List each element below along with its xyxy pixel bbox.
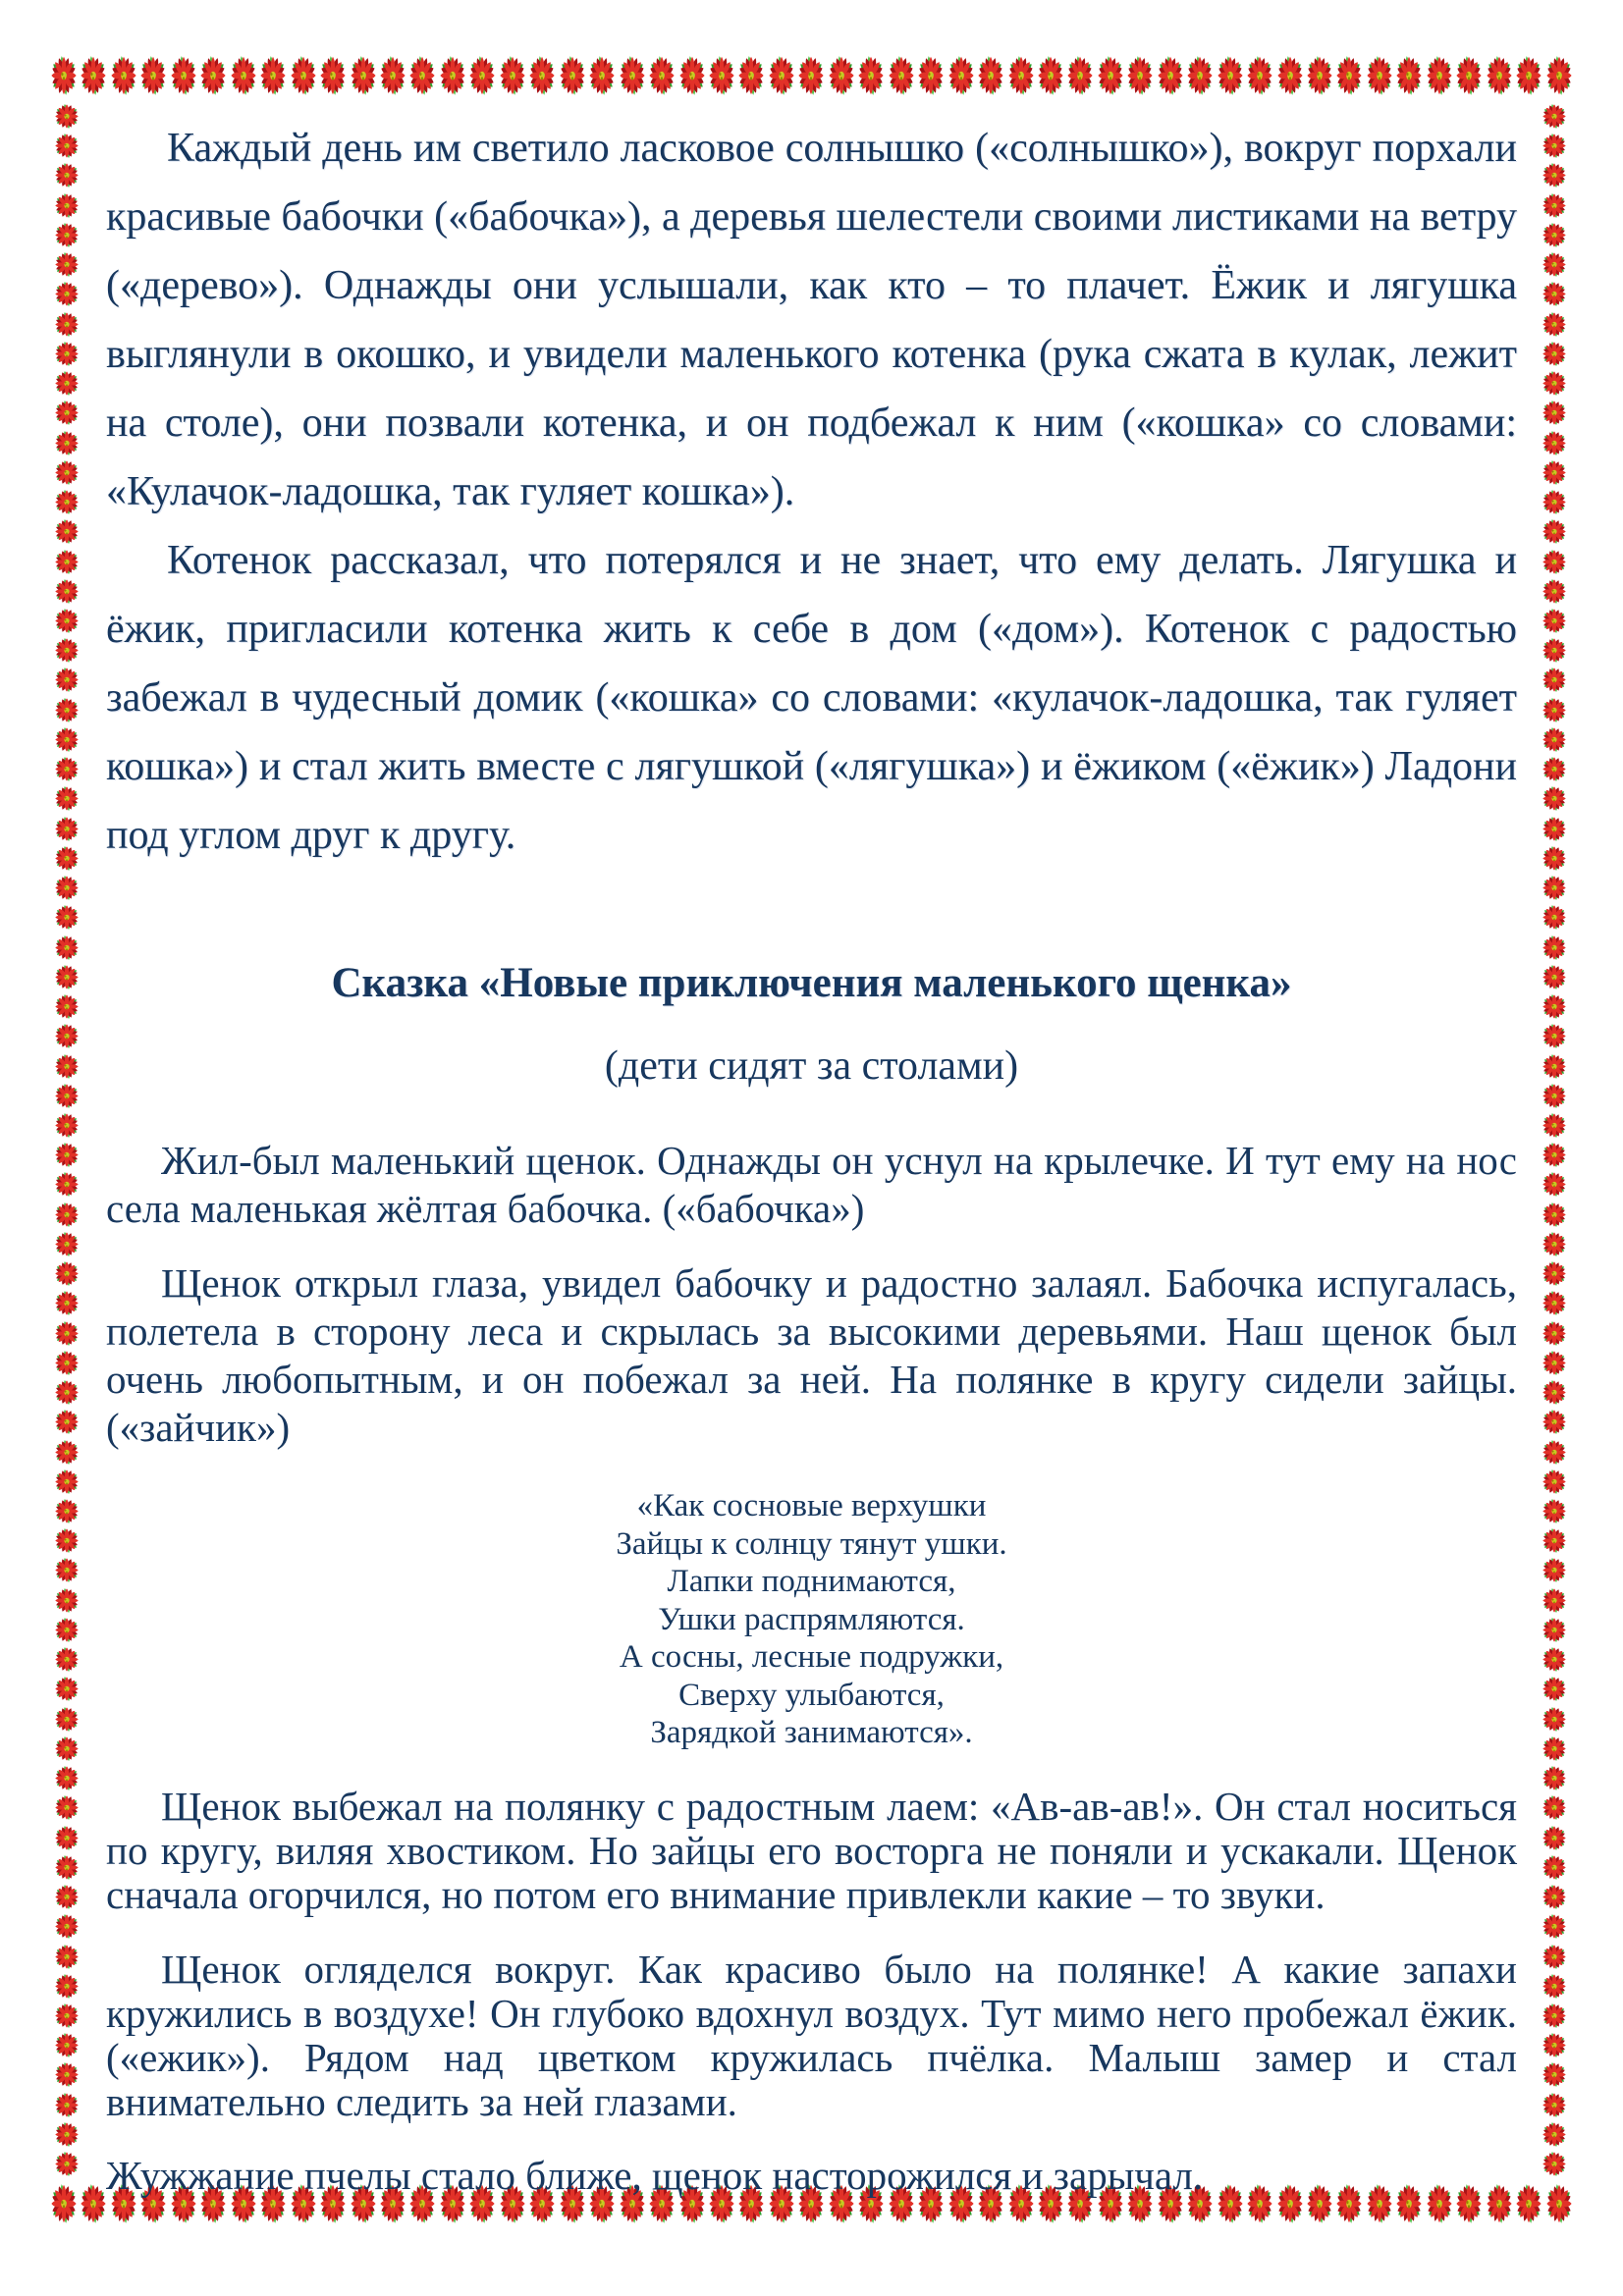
poem-line: Сверху улыбаются, [678,1677,945,1713]
poinsettia-flower-icon [1541,1586,1568,1615]
poinsettia-flower-icon [53,429,81,457]
poinsettia-flower-icon [1541,696,1568,724]
poem-bunnies [106,1487,1517,1752]
poinsettia-flower-icon [1541,1645,1568,1674]
poinsettia-flower-icon [79,2181,108,2226]
poinsettia-flower-icon [1541,607,1568,635]
document-content [106,0,1517,2198]
poem-line: А сосны, лесные подружки, [619,1639,1004,1675]
poinsettia-flower-icon [53,1141,81,1169]
poinsettia-flower-icon [1544,2181,1574,2226]
poinsettia-flower-icon [1541,102,1568,131]
poinsettia-flower-icon [1541,1853,1568,1882]
poinsettia-flower-icon [1514,53,1543,98]
poinsettia-flower-icon [1541,1497,1568,1525]
poinsettia-flower-icon [53,903,81,932]
poinsettia-flower-icon [53,1764,81,1792]
poinsettia-flower-icon [1541,1943,1568,1971]
poinsettia-flower-icon [1541,517,1568,546]
poinsettia-flower-icon [1541,2002,1568,2030]
poinsettia-flower-icon [1541,934,1568,962]
poinsettia-flower-icon [53,1082,81,1110]
poinsettia-flower-icon [53,340,81,368]
poem-line: Зайцы к солнцу тянут ушки. [616,1525,1007,1562]
poinsettia-flower-icon [53,132,81,160]
poinsettia-flower-icon [1514,2181,1543,2226]
poinsettia-flower-icon [53,1943,81,1971]
poinsettia-flower-icon [1541,725,1568,754]
poinsettia-flower-icon [53,280,81,308]
poinsettia-flower-icon [53,2120,81,2149]
paragraph-puppy-intro: Жил-был маленький щенок. Однажды он уснул на крылечке. И тут ему на нос села маленькая жёлтая бабочка. («бабочка») [106,1138,1517,1231]
poinsettia-flower-icon [53,2002,81,2030]
poinsettia-flower-icon [53,784,81,813]
poinsettia-flower-icon [53,1022,81,1050]
poinsettia-flower-icon [1541,132,1568,160]
poinsettia-flower-icon [53,2060,81,2089]
poinsettia-flower-icon [53,1705,81,1734]
poinsettia-flower-icon [1541,369,1568,398]
poinsettia-flower-icon [53,1438,81,1467]
poinsettia-flower-icon [1541,548,1568,576]
decorative-border-left [53,102,82,2179]
poinsettia-flower-icon [53,488,81,516]
poinsettia-flower-icon [1541,1111,1568,1140]
poinsettia-flower-icon [1541,1230,1568,1258]
poinsettia-flower-icon [1541,1349,1568,1377]
poinsettia-flower-icon [1541,2031,1568,2059]
poinsettia-flower-icon [1541,1170,1568,1199]
poinsettia-flower-icon [1541,221,1568,249]
poinsettia-flower-icon [1541,1972,1568,2001]
poinsettia-flower-icon [1541,1408,1568,1436]
poinsettia-flower-icon [1541,399,1568,427]
poinsettia-flower-icon [53,1912,81,1941]
poinsettia-flower-icon [53,1824,81,1852]
paragraph-sunshine: Каждый день им светило ласковое солнышко («солнышко»), вокруг порхали красивые бабочки («бабочка»), а деревья шелестели своими листиками на ветру («дерево»). Однажды они услышали, как кто – то плачет. Ёжик и лягушка выглянули в окошко, и увидели маленького котенка (рука сжата в кулак, лежит на столе), они позвали котенка, и он подбежал к ним («кошка» со словами: «Кулачок-ладошка, так гуляет кошка»). [106,126,1518,514]
poinsettia-flower-icon [53,1526,81,1555]
paragraph-buzzing: Жужжание пчелы стало ближе, щенок насторожился и зарычал. [106,2152,1204,2198]
poinsettia-flower-icon [1541,161,1568,189]
poinsettia-flower-icon [1541,2150,1568,2178]
poinsettia-flower-icon [1541,992,1568,1021]
poinsettia-flower-icon [53,844,81,873]
poinsettia-flower-icon [1541,2120,1568,2149]
story-title: Сказка «Новые приключения маленького щенка» [331,960,1292,1006]
poinsettia-flower-icon [1541,429,1568,457]
poinsettia-flower-icon [53,1735,81,1763]
poinsettia-flower-icon [1541,1556,1568,1584]
poinsettia-flower-icon [1541,250,1568,279]
poinsettia-flower-icon [1541,1764,1568,1792]
poinsettia-flower-icon [53,1289,81,1317]
poinsettia-flower-icon [1541,1438,1568,1467]
poinsettia-flower-icon [1541,1616,1568,1644]
poinsettia-flower-icon [1541,963,1568,991]
poinsettia-flower-icon [53,1201,81,1229]
poinsettia-flower-icon [53,577,81,606]
poinsettia-flower-icon [1541,1319,1568,1348]
poinsettia-flower-icon [53,2031,81,2059]
poinsettia-flower-icon [53,636,81,665]
poinsettia-flower-icon [53,102,81,131]
poinsettia-flower-icon [1541,1675,1568,1703]
poinsettia-flower-icon [53,1319,81,1348]
poinsettia-flower-icon [1541,1705,1568,1734]
poinsettia-flower-icon [1541,1201,1568,1229]
poinsettia-flower-icon [1541,310,1568,339]
poinsettia-flower-icon [53,934,81,962]
poinsettia-flower-icon [53,1853,81,1882]
poinsettia-flower-icon [1541,1141,1568,1169]
poinsettia-flower-icon [53,755,81,783]
poinsettia-flower-icon [1541,1378,1568,1407]
poem-line: Ушки распрямляются. [658,1601,965,1637]
poinsettia-flower-icon [53,161,81,189]
poinsettia-flower-icon [53,1586,81,1615]
poinsettia-flower-icon [53,1230,81,1258]
poinsettia-flower-icon [1541,903,1568,932]
poinsettia-flower-icon [53,221,81,249]
poinsettia-flower-icon [1541,2091,1568,2119]
poinsettia-flower-icon [1541,340,1568,368]
poinsettia-flower-icon [53,874,81,902]
poinsettia-flower-icon [53,1645,81,1674]
poinsettia-flower-icon [1541,755,1568,783]
poinsettia-flower-icon [79,53,108,98]
poinsettia-flower-icon [53,1972,81,2001]
poinsettia-flower-icon [1541,1289,1568,1317]
paragraph-butterfly: Щенок открыл глаза, увидел бабочку и радостно залаял. Бабочка испугалась, полетела в сторону леса и скрылась за высокими деревьями. Наш щенок был очень любопытным, и он побежал за ней. На полянке в кругу сидели зайцы. («зайчик») [106,1260,1517,1450]
poinsettia-flower-icon [1541,1259,1568,1288]
poinsettia-flower-icon [1541,1022,1568,1050]
poinsettia-flower-icon [53,1497,81,1525]
poinsettia-flower-icon [1541,1793,1568,1822]
poinsettia-flower-icon [1541,488,1568,516]
poinsettia-flower-icon [1541,844,1568,873]
poinsettia-flower-icon [1541,874,1568,902]
poinsettia-flower-icon [53,399,81,427]
poinsettia-flower-icon [1541,1526,1568,1555]
poinsettia-flower-icon [1541,280,1568,308]
poinsettia-flower-icon [53,548,81,576]
poinsettia-flower-icon [53,1259,81,1288]
poinsettia-flower-icon [1541,784,1568,813]
poem-line: Зарядкой занимаются». [650,1715,973,1750]
poinsettia-flower-icon [1541,815,1568,843]
poinsettia-flower-icon [53,310,81,339]
poinsettia-flower-icon [53,1468,81,1496]
poinsettia-flower-icon [1541,1883,1568,1911]
poinsettia-flower-icon [53,2091,81,2119]
poinsettia-flower-icon [53,1111,81,1140]
poinsettia-flower-icon [1544,53,1574,98]
poinsettia-flower-icon [53,666,81,694]
poinsettia-flower-icon [1541,1468,1568,1496]
paragraph-kitten-lost: Котенок рассказал, что потерялся и не знает, что ему делать. Лягушка и ёжик, пригласили котенка жить к себе в дом («дом»). Котенок с радостью забежал в чудесный домик («кошка» со словами: «кулачок-ладошка, так гуляет кошка») и стал жить вместе с лягушкой («лягушка») и ёжиком («ёжик») Ладони под углом друг к другу. [106,538,1517,858]
poem-line: «Как сосновые верхушки [636,1488,987,1523]
poinsettia-flower-icon [1541,577,1568,606]
poinsettia-flower-icon [1541,1824,1568,1852]
poinsettia-flower-icon [49,53,79,98]
paragraph-meadow: Щенок огляделся вокруг. Как красиво было на полянке! А какие запахи кружились в воздухе! Он глубоко вдохнул воздух. Тут мимо него пробежал ёжик. («ежик»). Рядом над цветком кружилась пчёлка. Малыш замер и стал внимательно следить за ней глазами. [106,1946,1517,2124]
poinsettia-flower-icon [49,2181,79,2226]
poinsettia-flower-icon [1541,1735,1568,1763]
poinsettia-flower-icon [53,992,81,1021]
poinsettia-flower-icon [53,1883,81,1911]
paragraph-barking: Щенок выбежал на полянку с радостным лаем: «Ав-ав-ав!». Он стал носиться по кругу, виляя хвостиком. Но зайцы его восторга не поняли и ускакали. Щенок сначала огорчился, но потом его внимание привлекли какие – то звуки. [106,1783,1517,1917]
poinsettia-flower-icon [1541,1912,1568,1941]
poinsettia-flower-icon [53,1556,81,1584]
poinsettia-flower-icon [53,458,81,487]
poinsettia-flower-icon [53,1408,81,1436]
poinsettia-flower-icon [53,1052,81,1081]
poinsettia-flower-icon [1541,458,1568,487]
poinsettia-flower-icon [1541,636,1568,665]
poem-line: Лапки поднимаются, [667,1564,956,1599]
poinsettia-flower-icon [53,369,81,398]
poinsettia-flower-icon [53,1675,81,1703]
poinsettia-flower-icon [53,725,81,754]
poinsettia-flower-icon [53,2150,81,2178]
poinsettia-flower-icon [53,1378,81,1407]
poinsettia-flower-icon [1541,191,1568,220]
poinsettia-flower-icon [53,191,81,220]
poinsettia-flower-icon [53,696,81,724]
poinsettia-flower-icon [53,963,81,991]
poinsettia-flower-icon [53,1616,81,1644]
poinsettia-flower-icon [53,517,81,546]
poinsettia-flower-icon [53,1793,81,1822]
poinsettia-flower-icon [53,1349,81,1377]
poinsettia-flower-icon [53,815,81,843]
poinsettia-flower-icon [1541,666,1568,694]
poinsettia-flower-icon [53,250,81,279]
poinsettia-flower-icon [1541,1082,1568,1110]
poinsettia-flower-icon [53,1170,81,1199]
decorative-border-right [1541,102,1570,2179]
story-stage-direction: (дети сидят за столами) [604,1043,1019,1089]
poinsettia-flower-icon [53,607,81,635]
poinsettia-flower-icon [1541,1052,1568,1081]
poinsettia-flower-icon [1541,2060,1568,2089]
